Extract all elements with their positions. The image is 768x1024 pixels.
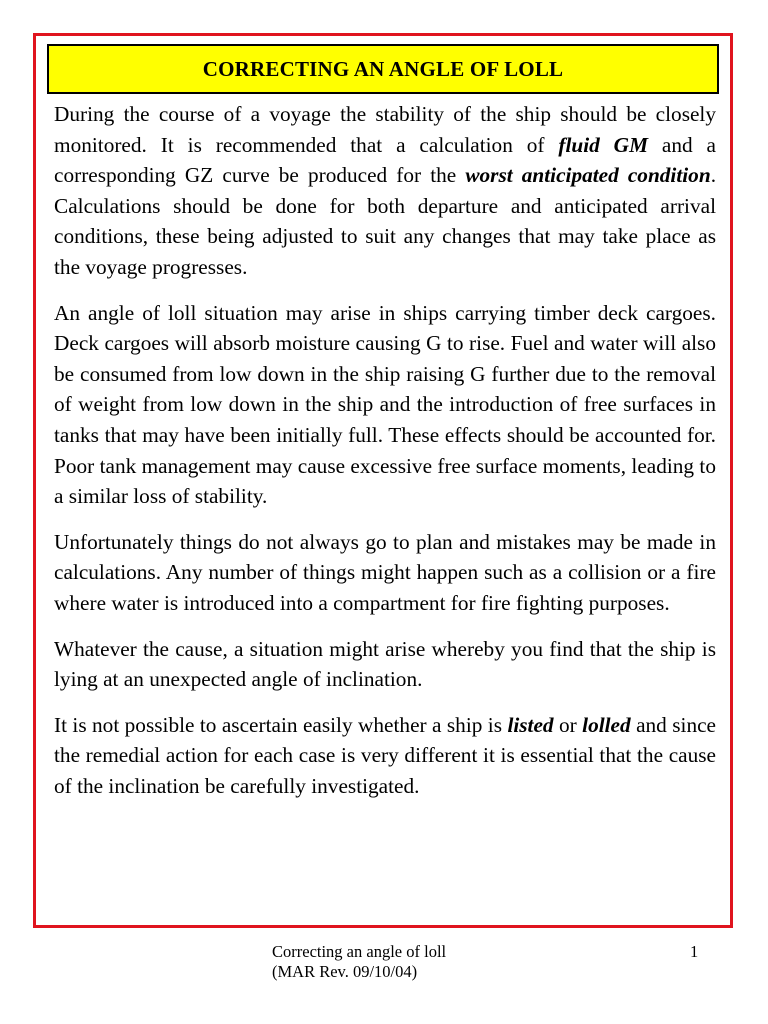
paragraph-5 <box>54 710 716 802</box>
footer <box>272 942 446 982</box>
footer-title: Correcting an angle of loll <box>272 942 447 961</box>
page-border <box>33 33 733 928</box>
page-number: 1 <box>690 942 699 961</box>
paragraph-5-text-a: It is not possible to ascertain easily whether a ship is <box>54 712 508 737</box>
emphasis-worst-condition: worst anticipated condition <box>465 163 711 188</box>
body-text <box>54 99 716 801</box>
paragraph-5-text-b: or <box>553 712 583 737</box>
paragraph-2: An angle of loll situation may arise in ships carrying timber deck cargoes. Deck cargoes will absorb moisture causing G to rise. Fuel and water will also be consumed from low down in the ship raising G further due to the removal of weight from low down in the ship and the introduction of free surfaces in tanks that may have been initially full. These effects should be accounted for. Poor tank management may cause excessive free surface moments, leading to a similar loss of stability. <box>54 300 716 509</box>
page-title: CORRECTING AN ANGLE OF LOLL <box>202 56 564 81</box>
paragraph-5-text-c: and since the remedial action for each case is very different it is essential that the cause of the inclination be carefully investigated. <box>54 712 717 798</box>
footer-revision: (MAR Rev. 09/10/04) <box>272 962 418 981</box>
emphasis-listed: listed <box>507 712 554 737</box>
emphasis-fluid-gm: fluid GM <box>558 132 648 157</box>
paragraph-1-text-a: During the course of a voyage the stability of the ship should be closely monitored. It is recommended that a calculation of <box>54 102 716 157</box>
emphasis-lolled: lolled <box>582 712 631 737</box>
paragraph-4: Whatever the cause, a situation might arise whereby you find that the ship is lying at an unexpected angle of inclination. <box>54 636 716 692</box>
paragraph-1 <box>54 99 716 283</box>
paragraph-1-text-c: . Calculations should be done for both departure and anticipated arrival conditions, these being adjusted to suit any changes that may take place as the voyage progresses. <box>54 163 717 279</box>
paragraph-3: Unfortunately things do not always go to plan and mistakes may be made in calculations. Any number of things might happen such as a collision or a fire where water is introduced into a compartment for fire fighting purposes. <box>54 529 716 615</box>
paragraph-1-text-b: and a corresponding GZ curve be produced for the <box>54 132 716 188</box>
title-banner <box>47 44 719 94</box>
